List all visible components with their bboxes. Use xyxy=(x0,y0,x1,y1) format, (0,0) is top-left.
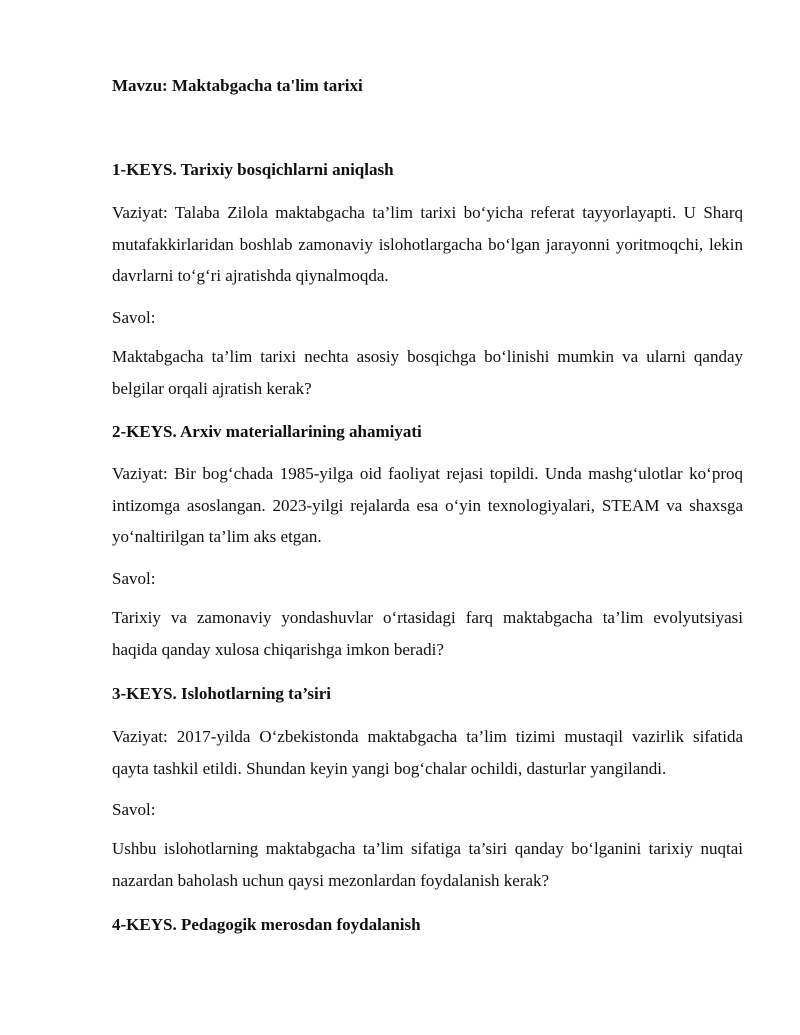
case-3-situation: Vaziyat: 2017-yilda O‘zbekistonda maktabgacha ta’lim tizimi mustaqil vazirlik sifatida qayta tashkil etildi. Shundan keyin yangi bog‘chalar ochildi, dasturlar yangilandi. xyxy=(112,727,743,778)
case-3-question-label: Savol: xyxy=(112,800,156,819)
case-2-situation: Vaziyat: Bir bog‘chada 1985-yilga oid faoliyat rejasi topildi. Unda mashg‘ulotlar ko‘proq intizomga asoslangan. 2023-yilgi rejalarda esa o‘yin texnologiyalari, STEAM va shaxsga yo‘naltirilgan ta’lim aks etgan. xyxy=(112,464,743,546)
case-2-question-label: Savol: xyxy=(112,569,156,588)
case-4-heading: 4-KEYS. Pedagogik merosdan foydalanish xyxy=(112,915,421,934)
document-title: Mavzu: Maktabgacha ta'lim tarixi xyxy=(112,76,363,95)
case-2-question: Tarixiy va zamonaviy yondashuvlar o‘rtasidagi farq maktabgacha ta’lim evolyutsiyasi haqida qanday xulosa chiqarishga imkon beradi? xyxy=(112,608,743,659)
case-1-heading: 1-KEYS. Tarixiy bosqichlarni aniqlash xyxy=(112,160,394,179)
case-1-question-label: Savol: xyxy=(112,308,156,327)
case-2-heading: 2-KEYS. Arxiv materiallarining ahamiyati xyxy=(112,422,422,441)
case-1-question: Maktabgacha ta’lim tarixi nechta asosiy bosqichga bo‘linishi mumkin va ularni qanday belgilar orqali ajratish kerak? xyxy=(112,347,743,398)
case-3-question: Ushbu islohotlarning maktabgacha ta’lim sifatiga ta’siri qanday bo‘lganini tarixiy nuqtai nazardan baholash uchun qaysi mezonlardan foydalanish kerak? xyxy=(112,839,743,890)
case-3-heading: 3-KEYS. Islohotlarning ta’siri xyxy=(112,684,331,703)
case-1-situation: Vaziyat: Talaba Zilola maktabgacha ta’lim tarixi bo‘yicha referat tayyorlayapti. U Sharq mutafakkirlaridan boshlab zamonaviy islohotlargacha bo‘lgan jarayonni yoritmoqchi, lekin davrlarni to‘g‘ri ajratishda qiynalmoqda. xyxy=(112,203,743,285)
